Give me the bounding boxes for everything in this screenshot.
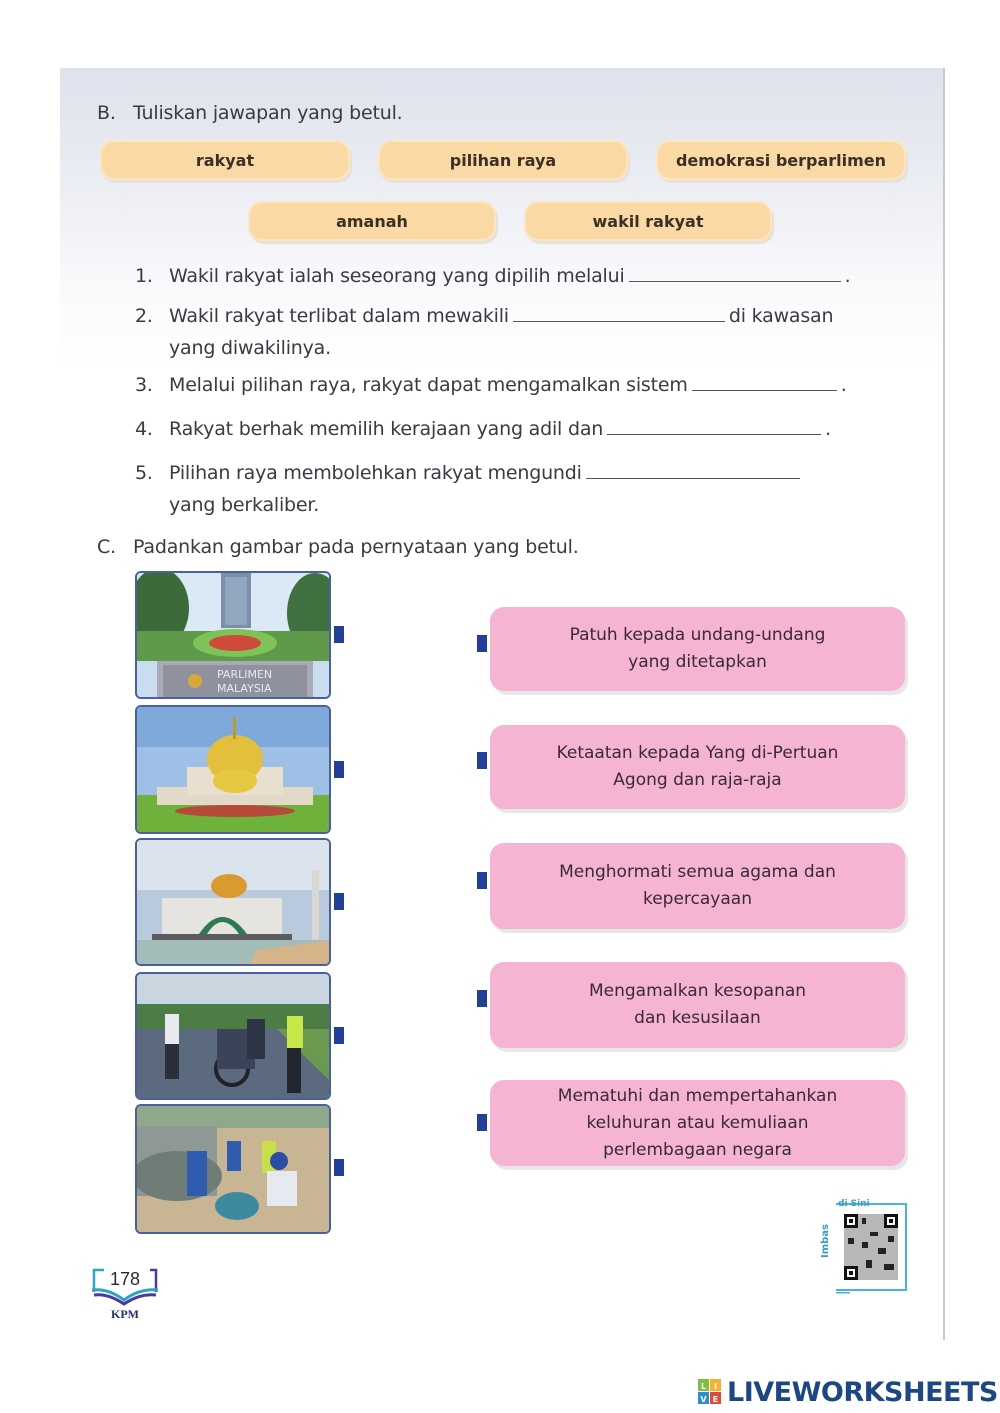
statement-text: Mengamalkan kesopanan	[588, 981, 807, 1001]
image-connector-dot-5[interactable]	[334, 1159, 344, 1176]
image-connector-dot-3[interactable]	[334, 893, 344, 910]
question-text-end: di kawasan	[728, 305, 834, 327]
section-c-instruction: Padankan gambar pada pernyataan yang betul.	[133, 536, 579, 558]
parliament-photo	[135, 571, 331, 699]
liveworksheets-wordmark: LIVEWORKSHEETS	[727, 1376, 998, 1408]
statement-text: yang ditetapkan	[628, 652, 767, 672]
police-checkpoint-photo	[135, 972, 331, 1100]
question-text: Pilihan raya membolehkan rakyat mengundi	[169, 462, 582, 484]
question-text: Rakyat berhak memilih kerajaan yang adil dan	[169, 418, 604, 440]
svg-text:KPM: KPM	[111, 1307, 139, 1321]
statement-text: Ketaatan kepada Yang di-Pertuan	[556, 743, 839, 763]
answer-blank-2[interactable]	[513, 301, 725, 322]
statement-card-1[interactable]	[490, 607, 905, 691]
word-chip-label: demokrasi berparlimen	[675, 150, 887, 170]
statement-connector-dot-5[interactable]	[477, 1114, 487, 1131]
word-chip-rakyat[interactable]	[100, 140, 350, 180]
mosque-image	[137, 840, 331, 966]
statement-connector-dot-4[interactable]	[477, 990, 487, 1007]
question-text-line2: yang berkaliber.	[169, 494, 320, 516]
word-chip-label: amanah	[336, 211, 408, 231]
beach-cleanup-photo	[135, 1104, 331, 1234]
statement-card-5[interactable]	[490, 1080, 905, 1166]
cleanup-image	[137, 1106, 331, 1234]
liveworksheets-logo-icon	[698, 1379, 722, 1405]
palace-image	[137, 707, 331, 834]
section-b-instruction: Tuliskan jawapan yang betul.	[133, 102, 403, 124]
image-connector-dot-4[interactable]	[334, 1027, 344, 1044]
page-number-logo	[90, 1262, 160, 1322]
answer-blank-3[interactable]	[692, 370, 837, 391]
question-text: Wakil rakyat ialah seseorang yang dipilih melalui	[169, 265, 625, 287]
svg-text:Imbas: Imbas	[820, 1224, 831, 1258]
question-text-end: .	[844, 265, 851, 287]
word-chip-wakil-rakyat[interactable]	[524, 201, 772, 241]
question-4	[135, 413, 831, 445]
section-b-letter: B.	[97, 102, 116, 124]
statement-text: kepercayaan	[642, 889, 752, 909]
question-text-end: .	[840, 374, 847, 396]
police-image	[137, 974, 331, 1100]
question-text-end: .	[825, 418, 831, 440]
statement-connector-dot-1[interactable]	[477, 635, 487, 652]
svg-text:E: E	[712, 1395, 719, 1404]
word-chip-pilihan-raya[interactable]	[378, 140, 628, 180]
image-connector-dot-2[interactable]	[334, 761, 344, 778]
question-text: Wakil rakyat terlibat dalam mewakili	[169, 305, 509, 327]
statement-card-3[interactable]	[490, 843, 905, 929]
question-number: 5.	[135, 462, 153, 484]
svg-text:178: 178	[109, 1269, 141, 1289]
word-chip-amanah[interactable]	[248, 201, 496, 241]
palace-photo	[135, 705, 331, 834]
question-text: Melalui pilihan raya, rakyat dapat mengamalkan sistem	[169, 374, 688, 396]
svg-text:I: I	[714, 1382, 717, 1391]
section-b-title	[97, 102, 403, 124]
qr-code-block[interactable]	[818, 1198, 908, 1296]
svg-text:V: V	[700, 1395, 707, 1404]
section-c-letter: C.	[97, 536, 116, 558]
question-number: 4.	[135, 418, 153, 440]
question-text-line2: yang diwakilinya.	[169, 337, 331, 359]
word-chip-label: rakyat	[195, 150, 255, 170]
svg-text:MALAYSIA: MALAYSIA	[217, 682, 272, 695]
qr-code-icon	[818, 1198, 908, 1296]
statement-text: Patuh kepada undang-undang	[569, 625, 826, 645]
word-chip-label: wakil rakyat	[592, 211, 704, 231]
question-2	[135, 300, 833, 364]
word-chip-demokrasi-berparlimen[interactable]	[656, 140, 906, 180]
question-number: 1.	[135, 265, 153, 287]
question-5	[135, 457, 804, 521]
answer-blank-5[interactable]	[586, 458, 800, 479]
statement-text: keluhuran atau kemuliaan	[586, 1112, 809, 1133]
question-3	[135, 369, 847, 401]
word-chip-label: pilihan raya	[449, 150, 557, 170]
answer-blank-1[interactable]	[629, 261, 841, 282]
svg-text:PARLIMEN: PARLIMEN	[217, 668, 273, 681]
parliament-image	[137, 573, 331, 699]
question-1	[135, 260, 850, 292]
answer-blank-4[interactable]	[607, 414, 821, 435]
statement-text: Agong dan raja-raja	[613, 770, 782, 790]
image-connector-dot-1[interactable]	[334, 626, 344, 643]
statement-text: dan kesusilaan	[634, 1008, 761, 1028]
statement-card-4[interactable]	[490, 962, 905, 1048]
page-edge-divider	[943, 68, 945, 1340]
statement-connector-dot-2[interactable]	[477, 752, 487, 769]
liveworksheets-brand[interactable]	[698, 1377, 998, 1407]
statement-text: perlembagaan negara	[603, 1139, 792, 1160]
statement-card-2[interactable]	[490, 725, 905, 809]
statement-text: Mematuhi dan mempertahankan	[557, 1085, 838, 1106]
svg-text:di Sini: di Sini	[838, 1199, 870, 1209]
question-number: 3.	[135, 374, 153, 396]
statement-connector-dot-3[interactable]	[477, 872, 487, 889]
mosque-photo	[135, 838, 331, 966]
svg-text:L: L	[700, 1382, 707, 1391]
statement-text: Menghormati semua agama dan	[559, 862, 836, 882]
question-number: 2.	[135, 305, 153, 327]
section-c-title	[97, 536, 579, 558]
open-book-icon	[90, 1262, 160, 1322]
